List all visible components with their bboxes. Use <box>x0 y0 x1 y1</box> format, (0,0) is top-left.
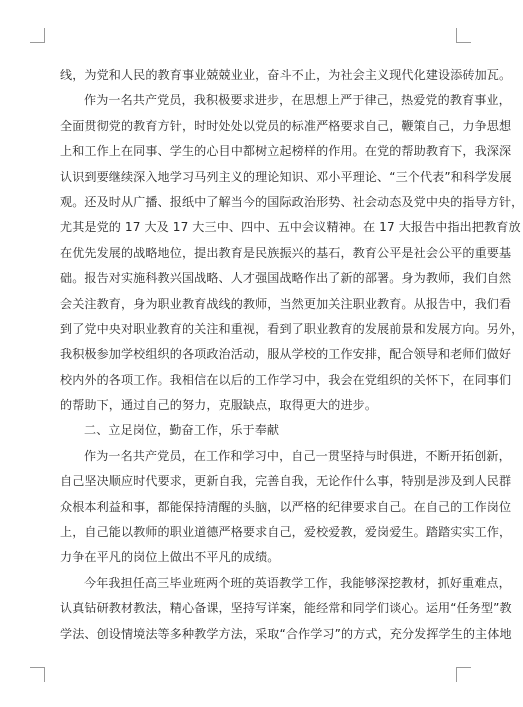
document-body <box>60 63 523 647</box>
text-line: 力争在平凡的岗位上做出不平凡的成绩。 <box>60 550 280 565</box>
paragraph-first-line: 作为一名共产党员，我积极要求进步，在思想上严于律己，热爱党的教育事业， <box>84 93 511 108</box>
text-line: 到了党中央对职业教育的关注和重视，看到了职业教育的发展前景和发展方向。另外， <box>60 321 523 336</box>
text-line: 自己坚决顺应时代要求，更新自我，完善自我，无论作什么事，特别是涉及到人民群 <box>60 474 512 489</box>
text-line: 我积极参加学校组织的各项政治活动，服从学校的工作安排，配合领导和老师们做好 <box>60 347 512 362</box>
text-line: 会关注教育，身为职业教育战线的教师，当然更加关注职业教育。从报告中，我们看 <box>60 296 512 311</box>
text-line: 上和工作上在同事、学生的心目中都树立起榜样的作用。在党的帮助教育下，我深深 <box>60 144 512 159</box>
section-heading: 二、立足岗位，勤奋工作，乐于奉献 <box>84 423 280 438</box>
text-line: 尤其是党的 17 大及 17 大三中、四中、五中会议精神。在 17 大报告中指出把教育放 <box>60 220 521 235</box>
text-line: 校内外的各项工作。我相信在以后的工作学习中，我会在党组织的关怀下，在同事们 <box>60 372 512 387</box>
crop-mark-bottom-left <box>30 667 45 682</box>
text-line: 在优先发展的战略地位，提出教育是民族振兴的基石，教育公平是社会公平的重要基 <box>60 245 512 260</box>
crop-mark-top-left <box>30 28 45 43</box>
text-line: 础。报告对实施科教兴国战略、人才强国战略作出了新的部署。身为教师，我们自然 <box>60 271 512 286</box>
text-line: 线，为党和人民的教育事业兢兢业业，奋斗不止，为社会主义现代化建设添砖加瓦。 <box>60 68 512 82</box>
text-line: 全面贯彻党的教育方针，时时处处以党员的标准严格要求自己，鞭策自己，力争思想 <box>60 118 512 133</box>
text-line: 上，自己能以教师的职业道德严格要求自己，爱校爱教，爱岗爱生。踏踏实实工作， <box>60 525 512 540</box>
paragraph-first-line: 作为一名共产党员，在工作和学习中，自己一贯坚持与时俱进，不断开拓创新， <box>84 448 511 463</box>
text-line: 认识到要继续深入地学习马列主义的理论知识、邓小平理论、“三个代表”和科学发展 <box>60 169 512 184</box>
text-line: 观。还及时从广播、报纸中了解当今的国际政治形势、社会动态及党中央的指导方针， <box>60 194 523 209</box>
text-line: 的帮助下，通过自己的努力，克服缺点，取得更大的进步。 <box>60 398 378 413</box>
crop-mark-top-right <box>456 28 471 43</box>
text-line: 学法、创设情境法等多种教学方法，采取“合作学习”的方式，充分发挥学生的主体地 <box>60 626 512 641</box>
text-line: 认真钻研教材教法，精心备课，坚持写详案，能经常和同学们谈心。运用“任务型”教 <box>60 601 512 616</box>
text-line: 众根本利益和事，都能保持清醒的头脑，以严格的纪律要求自己。在自己的工作岗位 <box>60 499 512 514</box>
paragraph-first-line: 今年我担任高三毕业班两个班的英语教学工作，我能够深挖教材，抓好重难点， <box>84 575 511 590</box>
crop-mark-bottom-right <box>456 667 471 682</box>
